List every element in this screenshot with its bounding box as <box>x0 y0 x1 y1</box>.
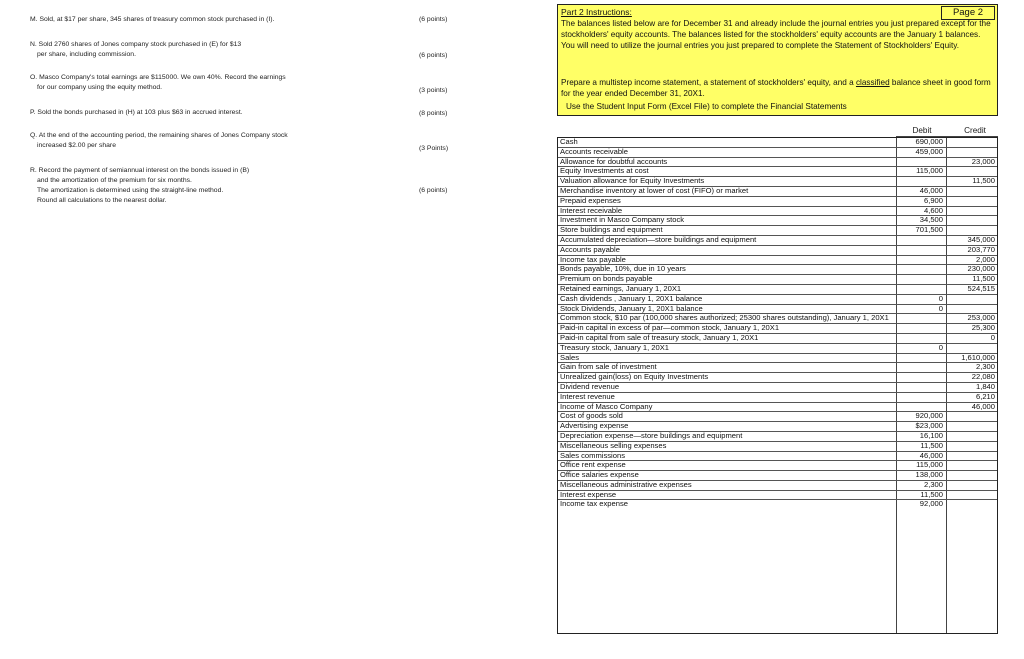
debit-value: 115,000 <box>916 460 943 470</box>
account-name: Sales <box>560 352 579 362</box>
credit-value: 230,000 <box>967 264 995 274</box>
debit-value: 0 <box>938 342 943 352</box>
task-text: increased $2.00 per share <box>37 142 116 149</box>
task-text: The amortization is determined using the straight-line method. <box>37 187 224 194</box>
account-name: Cash dividends , January 1, 20X1 balance <box>560 293 703 303</box>
credit-value: 203,770 <box>967 244 995 254</box>
classified-link[interactable]: classified <box>855 78 890 87</box>
credit-value: 1,610,000 <box>961 352 995 362</box>
account-name: Income tax expense <box>560 499 628 509</box>
debit-value: 459,000 <box>915 146 943 156</box>
debit-value: $23,000 <box>915 421 943 431</box>
task-points: (6 points) <box>419 52 448 59</box>
account-name: Depreciation expense—store buildings and equipment <box>560 430 743 440</box>
account-name: Merchandise inventory at lower of cost (FIFO) or market <box>560 185 749 195</box>
table-row <box>558 344 997 354</box>
debit-value: 46,000 <box>919 450 943 460</box>
task-points: (6 points) <box>419 16 448 23</box>
account-name: Income tax payable <box>560 254 626 264</box>
account-name: Sales commissions <box>560 450 625 460</box>
credit-value: 11,500 <box>972 176 995 186</box>
credit-value: 524,515 <box>967 283 995 293</box>
account-name: Equity Investments at cost <box>560 166 649 176</box>
instructions-paragraph <box>561 78 993 100</box>
task-o <box>30 73 286 93</box>
account-name: Premium on bonds payable <box>560 274 653 284</box>
debit-value: 11,500 <box>920 489 943 499</box>
account-name: Paid-in capital from sale of treasury stock, January 1, 20X1 <box>560 332 759 342</box>
task-points: (6 points) <box>419 187 448 194</box>
task-p <box>30 108 243 118</box>
instructions-text: balance sheet in good form for the year ended December 31, 20X1. <box>561 78 991 98</box>
credit-value: 2,000 <box>975 254 995 264</box>
table-header <box>557 125 998 137</box>
task-text: Q. At the end of the accounting period, the remaining shares of Jones Company stock <box>30 132 288 139</box>
account-name: Store buildings and equipment <box>560 225 663 235</box>
task-text: R. Record the payment of semiannual interest on the bonds issued in (B) <box>30 167 250 174</box>
task-points: (8 points) <box>419 110 448 117</box>
account-name: Income of Masco Company <box>560 401 653 411</box>
account-name: Stock Dividends, January 1, 20X1 balance <box>560 303 703 313</box>
task-text: Round all calculations to the nearest dollar. <box>37 197 167 204</box>
credit-value: 46,000 <box>971 401 995 411</box>
account-name: Accounts payable <box>560 244 620 254</box>
debit-value: 46,000 <box>919 185 943 195</box>
account-name: Prepaid expenses <box>560 195 621 205</box>
account-name: Cash <box>560 137 578 146</box>
account-name: Treasury stock, January 1, 20X1 <box>560 342 670 352</box>
account-name: Accumulated depreciation—store buildings and equipment <box>560 234 757 244</box>
task-points: (3 Points) <box>419 145 449 152</box>
task-n <box>30 40 241 60</box>
debit-value: 0 <box>938 293 943 303</box>
debit-value: 115,000 <box>916 166 943 176</box>
task-q <box>30 131 288 151</box>
task-points: (3 points) <box>419 87 448 94</box>
credit-value: 253,000 <box>967 313 995 323</box>
debit-value: 701,500 <box>915 225 943 235</box>
table-row <box>558 373 997 383</box>
instructions-box <box>557 4 998 116</box>
account-name: Advertising expense <box>560 421 629 431</box>
page-label: Page 2 <box>941 6 995 20</box>
credit-value: 1,840 <box>975 381 995 391</box>
credit-value: 23,000 <box>971 156 995 166</box>
table-row <box>558 500 997 509</box>
account-name: Office salaries expense <box>560 470 639 480</box>
account-name: Miscellaneous administrative expenses <box>560 479 692 489</box>
task-text: for our company using the equity method. <box>37 84 163 91</box>
trial-balance-table <box>557 125 998 634</box>
instructions-text: Prepare a multistep income statement, a statement of stockholders' equity, and a <box>561 78 856 87</box>
debit-value: 920,000 <box>915 411 943 421</box>
task-text: O. Masco Company's total earnings are $115000. We own 40%. Record the earnings <box>30 74 286 81</box>
task-r <box>30 166 249 206</box>
debit-header: Debit <box>912 126 932 135</box>
debit-value: 34,500 <box>919 215 943 225</box>
debit-value: 11,500 <box>920 440 943 450</box>
credit-value: 345,000 <box>967 234 995 244</box>
debit-value: 4,600 <box>923 205 943 215</box>
credit-value: 25,300 <box>971 323 995 333</box>
account-name: Unrealized gain(loss) on Equity Investments <box>560 372 709 382</box>
instructions-paragraph: The balances listed below are for December 31 and already include the journal entries you just prepared except for the stockholders' equity accounts. The balances listed for the stockholders' equity accounts are the January 1 balances. You will need to utilize the journal entries you just prepared to complete the Statement of Stockholders' Equity. <box>561 19 991 50</box>
account-name: Accounts receivable <box>560 146 628 156</box>
task-m <box>30 15 274 25</box>
debit-value: 138,000 <box>915 470 943 480</box>
task-text: M. Sold, at $17 per share, 345 shares of treasury common stock purchased in (I). <box>30 16 275 23</box>
task-text: and the amortization of the premium for six months. <box>37 177 192 184</box>
account-name: Miscellaneous selling expenses <box>560 440 667 450</box>
debit-value: 690,000 <box>915 137 943 146</box>
account-name: Cost of goods sold <box>560 411 623 421</box>
task-text: P. Sold the bonds purchased in (H) at 103 plus $63 in accrued interest. <box>30 109 243 116</box>
account-name: Interest expense <box>560 489 617 499</box>
account-name: Allowance for doubtful accounts <box>560 156 668 166</box>
account-name: Office rent expense <box>560 460 626 470</box>
credit-value: 0 <box>990 332 995 342</box>
account-name: Bonds payable, 10%, due in 10 years <box>560 264 686 274</box>
credit-value: 11,500 <box>972 274 995 284</box>
table-row <box>558 383 997 393</box>
table-body <box>557 137 998 634</box>
task-text: N. Sold 2760 shares of Jones company stock purchased in (E) for $13 <box>30 41 242 48</box>
debit-value: 16,100 <box>919 430 943 440</box>
credit-value: 2,300 <box>975 362 995 372</box>
table-row <box>558 236 997 246</box>
credit-value: 6,210 <box>975 391 995 401</box>
credit-header: Credit <box>964 126 986 135</box>
debit-value: 2,300 <box>923 479 943 489</box>
account-name: Interest receivable <box>560 205 623 215</box>
account-name: Common stock, $10 par (100,000 shares authorized; 25300 shares outstanding), January 1, 20X1 <box>560 313 889 323</box>
debit-value: 0 <box>938 303 943 313</box>
account-name: Valuation allowance for Equity Investments <box>560 176 705 186</box>
debit-value: 6,900 <box>923 195 943 205</box>
account-name: Retained earnings, January 1, 20X1 <box>560 283 682 293</box>
credit-value: 22,080 <box>971 372 995 382</box>
account-name: Dividend revenue <box>560 381 620 391</box>
task-text: per share, including commission. <box>37 51 136 58</box>
account-name: Paid-in capital in excess of par—common stock, January 1, 20X1 <box>560 323 780 333</box>
account-name: Investment in Masco Company stock <box>560 215 685 225</box>
account-name: Interest revenue <box>560 391 615 401</box>
account-name: Gain from sale of investment <box>560 362 657 372</box>
instructions-header: Part 2 Instructions: <box>561 7 632 17</box>
instructions-paragraph: Use the Student Input Form (Excel File) to complete the Financial Statements <box>566 102 847 111</box>
debit-value: 92,000 <box>919 499 943 509</box>
